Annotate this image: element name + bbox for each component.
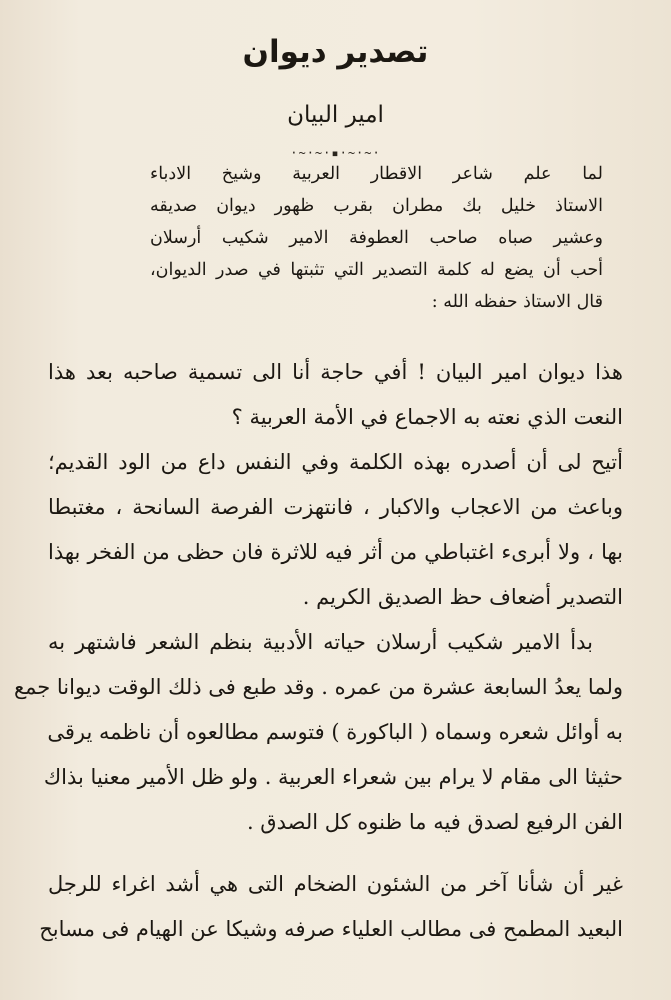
paragraph-1 xyxy=(48,350,623,440)
paragraph-line: وباعث من الاعجاب والاكبار ، فانتهزت الفرصة السانحة ، مغتبطا xyxy=(48,495,623,519)
intro-paragraph xyxy=(150,158,603,318)
paragraph-line: غير أن شأنا آخر من الشئون الضخام التى هي أشد اغراء للرجل xyxy=(48,872,623,896)
intro-line: أحب أن يضع له كلمة التصدير التي تثبتها في صدر الديوان، xyxy=(150,260,603,280)
intro-line: وعشير صباه صاحب العطوفة الامير شكيب أرسلان xyxy=(150,228,603,248)
page-title: تصدير ديوان xyxy=(242,34,429,70)
paragraph-4 xyxy=(39,862,623,952)
intro-line: قال الاستاذ حفظه الله : xyxy=(431,292,603,312)
paragraph-line: بها ، ولا أبرىء اغتباطي من أثر فيه للاثرة فان حظى من الفخر بهذا xyxy=(48,540,623,564)
paragraph-line: أتيح لى أن أصدره بهذه الكلمة وفي النفس داع من الود القديم؛ xyxy=(48,450,623,474)
paragraph-line: حثيثا الى مقام لا يرام بين شعراء العربية . ولو ظل الأمير معنيا بذاك xyxy=(43,765,623,789)
paragraph-line: النعت الذي نعته به الاجماع في الأمة العربية ؟ xyxy=(231,405,623,429)
ornament-divider: ·~·~·▪·~·~· xyxy=(290,146,381,160)
paragraph-3 xyxy=(13,620,623,845)
paragraph-line: البعيد المطمح فى مطالب العلياء صرفه وشيكا عن الهيام فى مسابح xyxy=(39,917,623,941)
paragraph-line: التصدير أضعاف حظ الصديق الكريم . xyxy=(302,585,623,609)
paragraph-line: ولما يعدُ السابعة عشرة من عمره . وقد طبع فى ذلك الوقت ديوانا جمع xyxy=(13,675,623,699)
paragraph-line: الفن الرفيع لصدق فيه ما ظنوه كل الصدق . xyxy=(246,810,623,834)
intro-line: الاستاذ خليل بك مطران بقرب ظهور ديوان صديقه xyxy=(150,196,603,216)
paragraph-line: به أوائل شعره وسماه ( الباكورة ) فتوسم مطالعوه أن ناظمه يرقى xyxy=(47,720,623,744)
paragraph-2 xyxy=(48,440,623,620)
paragraph-line: هذا ديوان امير البيان ! أفي حاجة أنا الى تسمية صاحبه بعد هذا xyxy=(48,360,623,384)
paragraph-line: بدأ الامير شكيب أرسلان حياته الأدبية بنظم الشعر فاشتهر به xyxy=(48,630,593,654)
intro-line: لما علم شاعر الاقطار العربية وشيخ الادباء xyxy=(150,164,603,184)
page-subtitle: امير البيان xyxy=(287,102,384,128)
